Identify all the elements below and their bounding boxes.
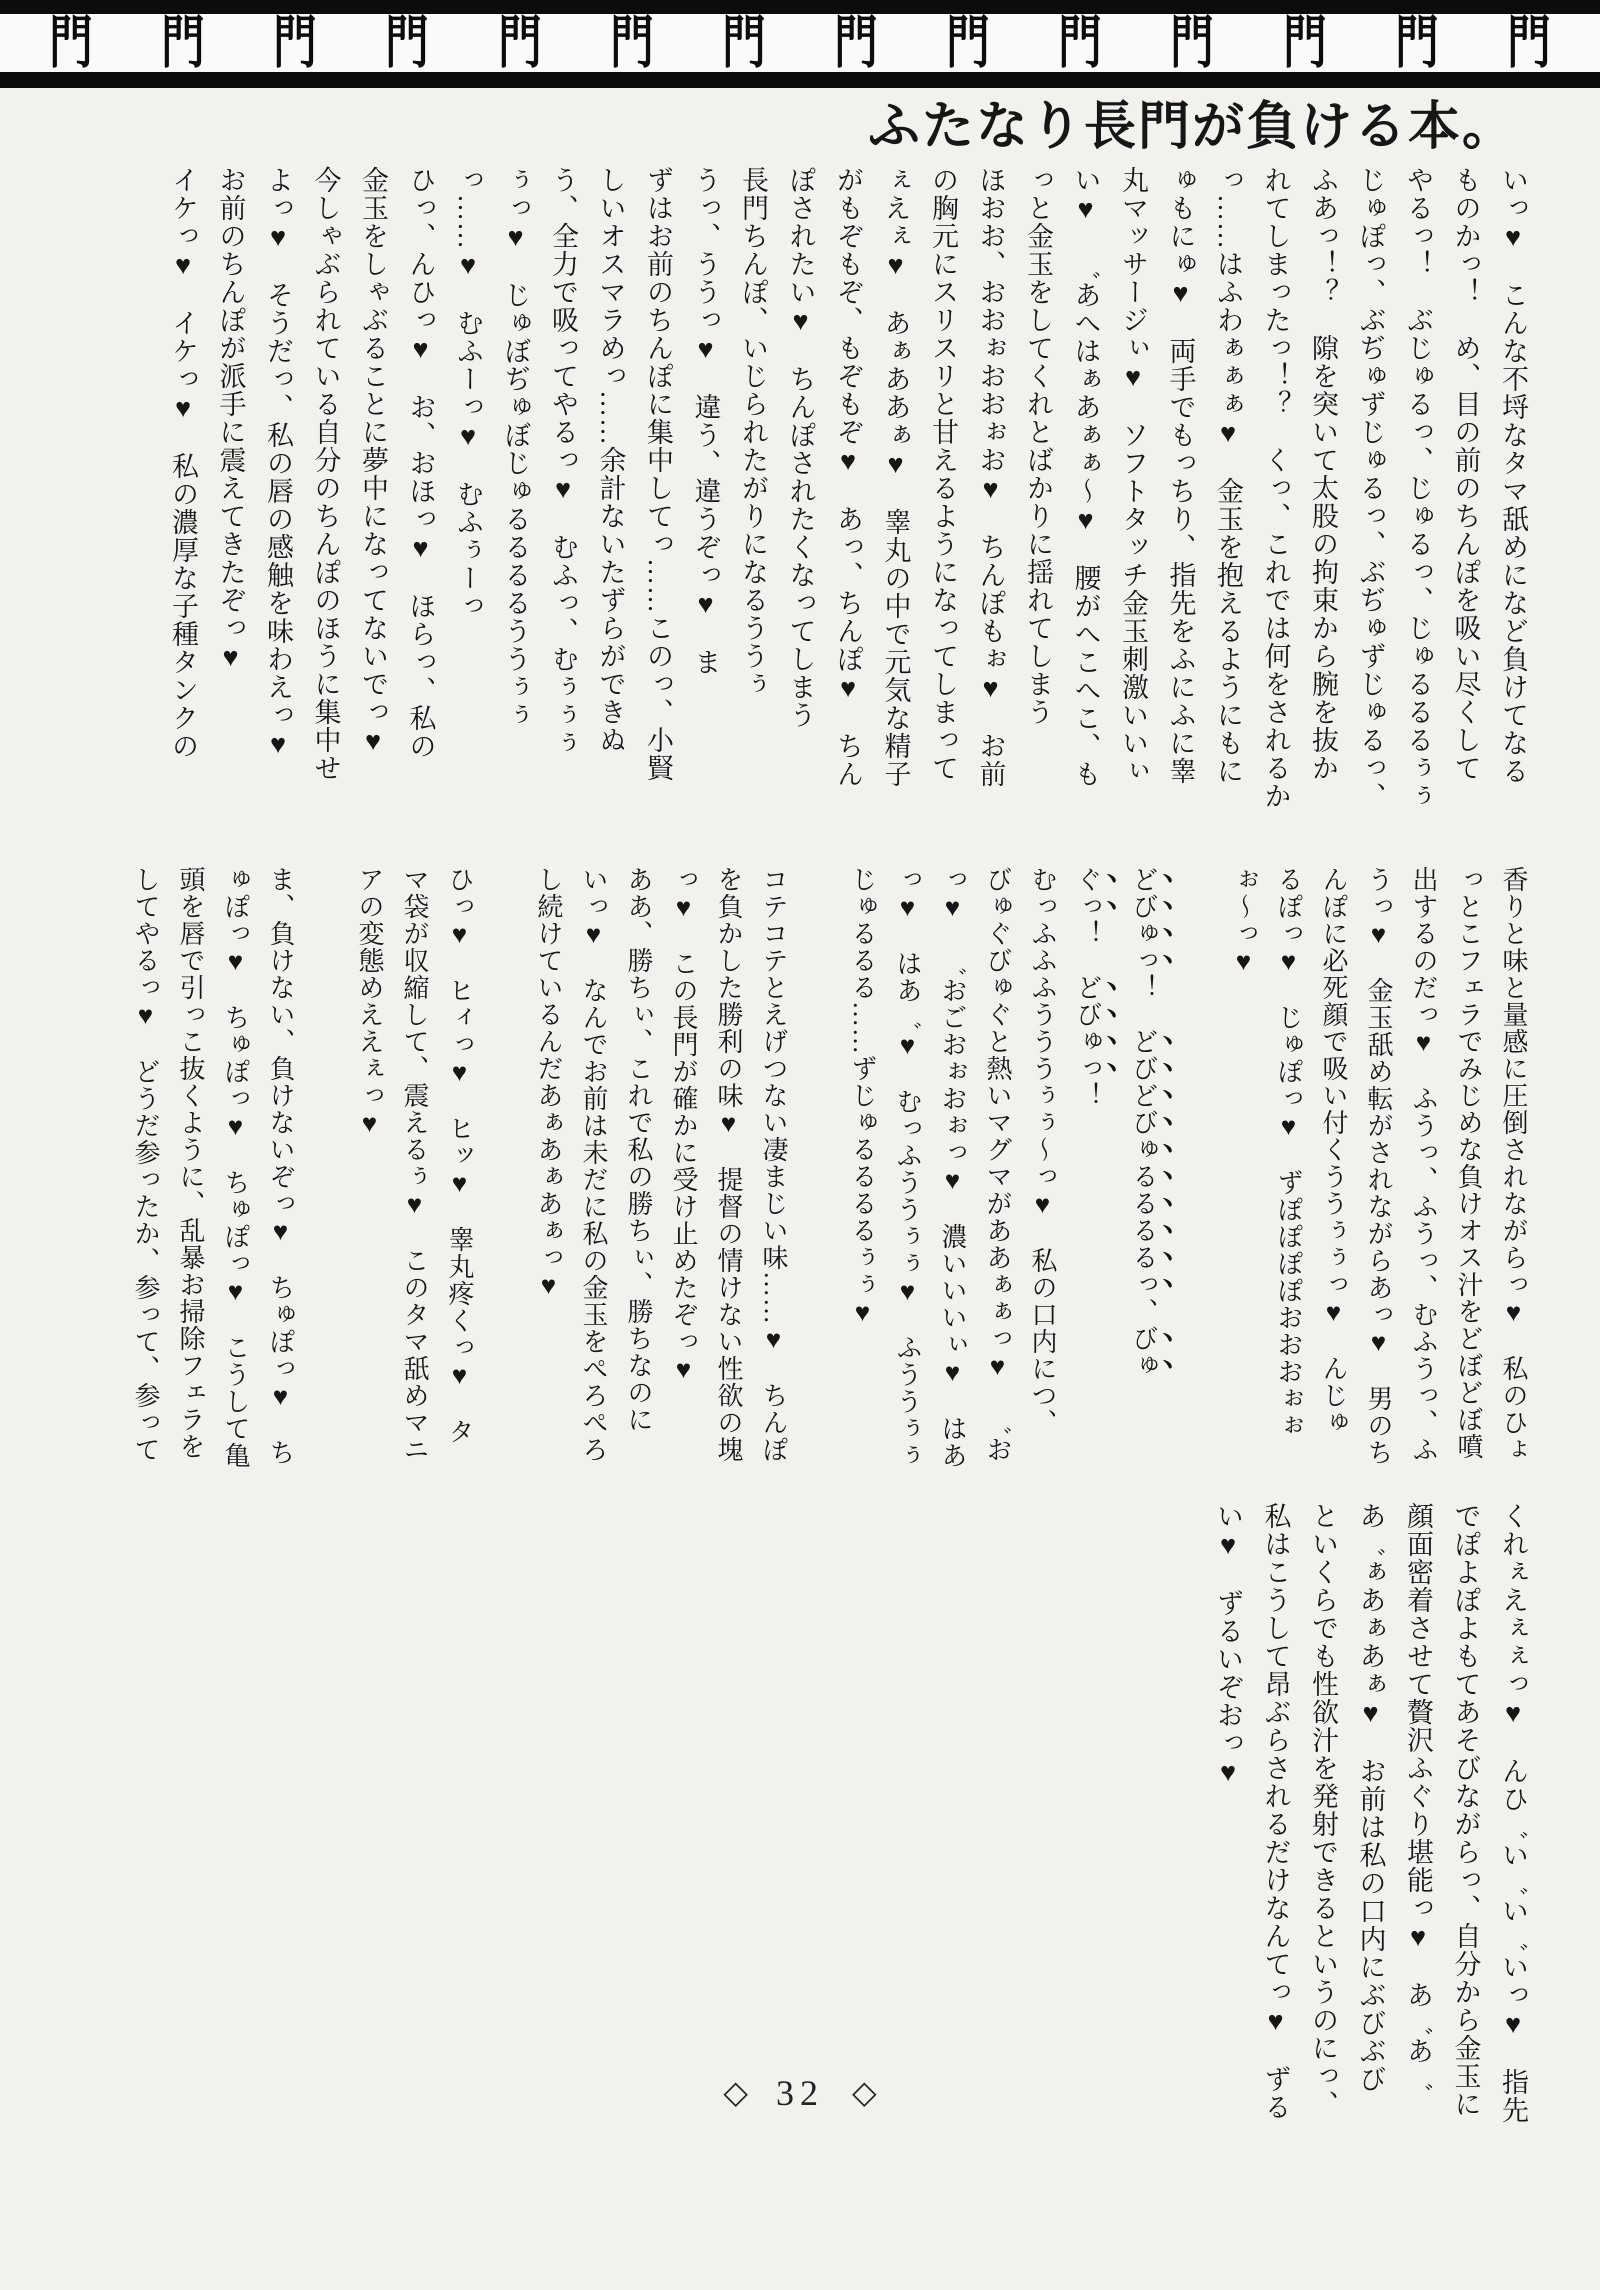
- text-column: いっ♥ こんな不埒なタマ舐めになど負けてなる: [1498, 166, 1528, 785]
- text-column: じゅるるる……ずじゅるるるるぅぅ♥: [848, 866, 877, 1328]
- text-column: どびゅっ！ どびどびゅるるるるっ、びゅ: [1129, 866, 1158, 1379]
- text-column: うっ♥ 金玉舐め転がされながらあっ♥ 男のち: [1364, 866, 1393, 1466]
- text-column: 私はこうして昂ぶらされるだけなんてっ♥ ずる: [1260, 1502, 1291, 2121]
- text-column: ぉ～っ♥: [1229, 866, 1258, 977]
- text-column: い♥ ゛あへはぁあぁぁ～♥ 腰がへこへこ、も: [1070, 166, 1101, 788]
- gate-glyph: 門: [161, 10, 205, 75]
- text-column: っ♥ ゛おごおぉおぉっ♥ 濃いいいぃ♥ はあ: [938, 866, 967, 1469]
- text-column: といくらでも性欲汁を発射できるというのにっ、: [1308, 1502, 1338, 2118]
- text-column: ひっ♥ ヒィっ♥ ヒッ♥ 睾丸疼くっ♥ タ: [445, 866, 474, 1445]
- text-column: 今しゃぶられている自分のちんぽのほうに集中せ: [310, 166, 341, 782]
- text-column: 丸マッサージぃ♥ ソフトタッチ金玉刺激いいぃ: [1118, 166, 1148, 785]
- text-column: ほおお、おおぉおおぉお♥ ちんぽもぉ♥ お前: [975, 166, 1006, 788]
- text-column: [1177, 866, 1221, 1494]
- text-column: ふあっ！？ 隙を突いて太股の拘束から腕を抜か: [1308, 166, 1338, 782]
- top-banner: [0, 0, 1600, 88]
- text-column: じゅぽっ、ぶぢゅずじゅるっ、ぶぢゅずじゅるっ、: [1355, 166, 1386, 810]
- vertical-text-section-1: [159, 166, 1537, 808]
- page-title: ふたなり長門が負ける本。: [867, 99, 1516, 156]
- vertical-text-section-2: [123, 866, 1536, 1494]
- gate-glyph: 門: [1170, 10, 1215, 75]
- text-column: してやるっ♥ どうだ参ったか、参って、参って: [131, 866, 160, 1463]
- text-column: ものかっ！ め、目の前のちんぽを吸い尽くして: [1450, 166, 1481, 782]
- text-column: ずはお前のちんぽに集中してっ……このっ、小賢: [643, 166, 673, 782]
- text-column: う、全力で吸ってやるっ♥ むふっ、むぅぅぅ: [548, 166, 578, 757]
- text-column: し続けているんだあぁあぁあぁっ♥: [534, 866, 563, 1301]
- text-column: あ゛ぁあぁあぁ♥ お前は私の口内にぶびぶび: [1355, 1502, 1386, 2093]
- gate-glyph: 門: [49, 10, 93, 75]
- text-column: コテコテとえげつない凄まじい味……♥ ちんぽ: [759, 866, 788, 1463]
- text-column: うっ、ううっ♥ 違う、違うぞっ♥ ま: [690, 166, 721, 676]
- text-column: っ……はふわぁぁぁ♥ 金玉を抱えるようにもに: [1213, 166, 1243, 785]
- right-diamond-icon: ◇: [852, 2074, 877, 2110]
- text-column: ああ、勝ちぃ、これで私の勝ちぃ、勝ちなのに: [624, 866, 653, 1433]
- gate-glyph: 門: [834, 10, 878, 75]
- text-column: ぇえぇ♥ あぁああぁ♥ 睾丸の中で元気な精子: [880, 166, 911, 788]
- text-column: イケっ♥ イケっ♥ 私の濃厚な子種タンクの: [168, 166, 198, 760]
- gate-glyph-strip: [0, 10, 1600, 75]
- left-diamond-icon: ◇: [723, 2074, 748, 2110]
- text-column: いっ♥ なんでお前は未だに私の金玉をぺろぺろ: [579, 866, 608, 1463]
- text-column: っ……♥ むふーっ♥ むふぅーっ: [453, 166, 483, 620]
- gate-glyph: 門: [1394, 10, 1439, 75]
- text-column: っ♥ この長門が確かに受け止めたぞっ♥: [669, 866, 698, 1385]
- text-column: しいオスマラめっ……余計ないたずらができぬ: [595, 166, 626, 754]
- gate-glyph: 門: [721, 10, 766, 75]
- gate-glyph: 門: [385, 10, 430, 75]
- text-column: ぅっ♥ じゅぼぢゅぼじゅるるるるううぅぅ: [500, 166, 531, 729]
- text-column: よっ♥ そうだっ、私の唇の感触を味わえっ♥: [263, 166, 293, 760]
- text-column: マ袋が収縮して、震えるぅ♥ このタマ舐めマニ: [400, 866, 429, 1463]
- text-column: っとこフェラでみじめな負けオス汁をどぼどぼ噴: [1454, 866, 1483, 1460]
- page-footer: [0, 2072, 1600, 2114]
- text-column: んぽに必死顔で吸い付くううぅぅっ♥ んじゅ: [1319, 866, 1348, 1436]
- text-column: るぽっ♥ じゅぽっ♥ ずぽぽぽぽおおおぉぉ: [1274, 866, 1303, 1439]
- page-number: 32: [776, 2073, 824, 2113]
- text-column: [796, 866, 840, 1494]
- text-column: くれぇえぇぇっ♥ んひ゛い゛い゛いっ♥ 指先: [1498, 1502, 1528, 2124]
- gate-glyph: 門: [1506, 10, 1551, 75]
- text-column: ひっ、んひっ♥ お、おほっ♥ ほらっ、私の: [405, 166, 436, 760]
- text-column: びゅぐびゅぐと熱いマグマがああぁぁっ♥ ゛お: [983, 866, 1012, 1463]
- text-column: 頭を唇で引っこ抜くように、乱暴お掃除フェラを: [176, 866, 205, 1460]
- text-column: ま、負けない、負けないぞっ♥ ちゅぽっ♥ ち: [266, 866, 295, 1466]
- text-column: い♥ ずるいぞおっ♥: [1213, 1502, 1243, 1788]
- text-column: がもぞもぞ、もぞもぞ♥ あっ、ちんぽ♥ ちん: [833, 166, 863, 788]
- text-column: 出するのだっ♥ ふうっ、ふうっ、むふうっ、ふ: [1409, 866, 1438, 1463]
- text-column: 香りと味と量感に圧倒されながらっ♥ 私のひょ: [1499, 866, 1528, 1463]
- text-column: むっふふふうううぅぅ～っ♥ 私の口内につ、: [1028, 866, 1057, 1436]
- text-column: 金玉をしゃぶることに夢中になってないでっ♥: [358, 166, 388, 757]
- gate-glyph: 門: [609, 10, 654, 75]
- vertical-text-section-3: [1204, 1502, 1537, 2124]
- text-column: れてしまったっ！？ くっ、これでは何をされるか: [1260, 166, 1291, 810]
- text-column: でぽよぽよもてあそびながらっ、自分から金玉に: [1450, 1502, 1481, 2118]
- text-column: [482, 866, 526, 1494]
- text-column: を負かした勝利の味♥ 提督の情けない性欲の塊: [714, 866, 743, 1463]
- text-column: の胸元にスリスリと甘えるようになってしまって: [928, 166, 958, 782]
- text-column: っと金玉をしてくれとばかりに揺れてしまう: [1023, 166, 1053, 726]
- gate-glyph: 門: [273, 10, 318, 75]
- text-column: 長門ちんぽ、いじられたがりになるううぅ: [738, 166, 768, 698]
- text-column: やるっ！ ぶじゅるっ、じゅるっ、じゅるるるぅぅ: [1403, 166, 1433, 810]
- text-column: ゅぽっ♥ ちゅぽっ♥ ちゅぽっ♥ こうして亀: [221, 866, 250, 1469]
- text-column: ぐっ！ どびゅっ！: [1073, 866, 1102, 1109]
- gate-glyph: 門: [1058, 10, 1103, 75]
- text-column: アの変態めええぇっ♥: [355, 866, 384, 1139]
- text-column: [303, 866, 347, 1494]
- gate-glyph: 門: [1282, 10, 1327, 75]
- text-column: ゅもにゅ♥ 両手でもっちり、指先をふにふに睾: [1165, 166, 1196, 785]
- text-column: ぽされたい♥ ちんぽされたくなってしまう: [785, 166, 816, 729]
- text-column: お前のちんぽが派手に震えてきたぞっ♥: [215, 166, 246, 673]
- gate-glyph: 門: [497, 10, 542, 75]
- text-column: 顔面密着させて贅沢ふぐり堪能っ♥ あ゛あ゛: [1403, 1502, 1433, 2093]
- gate-glyph: 門: [946, 10, 990, 75]
- text-column: っ♥ はあ゛♥ むっふううぅぅ♥ ふううぅぅ: [893, 866, 922, 1469]
